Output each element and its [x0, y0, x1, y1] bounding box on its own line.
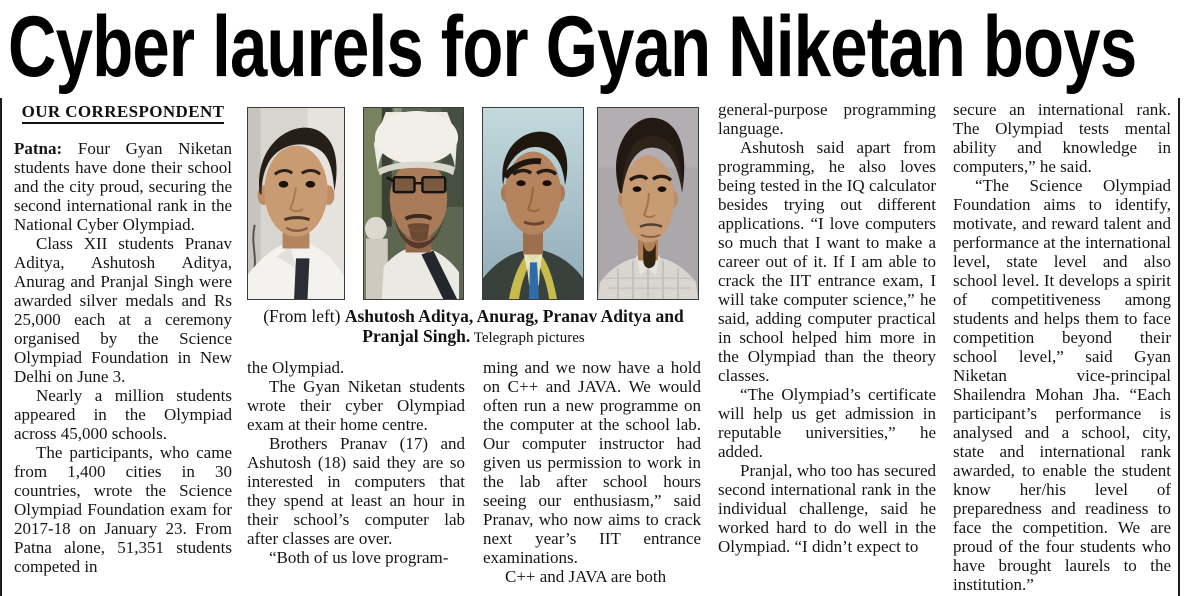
person-portrait-icon — [598, 108, 698, 299]
caption-credit: Telegraph pictures — [470, 329, 585, 346]
paragraph: The Gyan Niketan students wrote their cyber Olympiad exam at their home centre. — [247, 377, 465, 434]
portrait-photo-pranav-aditya — [482, 107, 584, 300]
paragraph: secure an international rank. The Olympiad tests mental ability and knowledge in computers,” he said. — [953, 100, 1171, 176]
byline-text: OUR CORRESPONDENT — [22, 102, 225, 124]
portrait-photo-ashutosh-aditya — [247, 107, 345, 300]
paragraph: The participants, who came from 1,400 cities in 30 countries, wrote the Science Olympiad Foundation exam for 2017-18 on January 23. From Patna alone, 51,351 students competed in — [14, 443, 232, 576]
paragraph: “Both of us love program- — [269, 548, 449, 567]
left-column-rule — [0, 98, 2, 596]
portrait-photo-pranjal-singh — [597, 107, 699, 300]
text-column-5 — [953, 100, 1171, 596]
paragraph: Class XII students Pranav Aditya, Ashutosh Aditya, Anurag and Pranjal Singh were awarded silver medals and Rs 25,000 each at a ceremony organised by the Science Olympiad Foundation in New Delhi on June 3. — [14, 234, 232, 386]
paragraph: general-purpose programming language. — [718, 100, 936, 138]
text-column-3 — [483, 358, 701, 596]
person-portrait-icon — [248, 108, 344, 299]
paragraph: Pranjal, who too has secured second international rank in the individual challenge, said he worked hard to do well in the Olympiad. “I didn’t expect to — [718, 461, 936, 556]
person-portrait-icon — [483, 108, 583, 299]
portrait-photo-anurag — [363, 107, 464, 300]
text-column-1 — [14, 139, 232, 596]
paragraph: C++ and JAVA are both — [505, 567, 667, 586]
paragraph: “The Science Olympiad Foundation aims to identify, motivate, and reward talent and performance at the international level, state level and also school level. It develops a spirit of competitiveness among students and helps them to face competition beyond their school level,” said Gyan Niketan vice-principal Shailendra Mohan Jha. “Each participant’s performance is analysed and a school, city, state and international rank awarded, to enable the student know her/his level of preparedness and readiness to face the competition. We are proud of the four students who have brought laurels to the institution.” — [953, 176, 1171, 594]
right-column-rule — [1178, 98, 1180, 596]
caption-names: Ashutosh Aditya, Anurag, Pranav Aditya and Pranjal Singh. — [344, 306, 684, 346]
paragraph: “The Olympiad’s certificate will help us get admission in reputable universities,” he added. — [718, 385, 936, 461]
photo-caption — [247, 307, 700, 348]
person-portrait-icon — [364, 108, 463, 299]
paragraph: Nearly a million students appeared in the Olympiad across 45,000 schools. — [14, 386, 232, 443]
article-headline: Cyber laurels for Gyan Niketan boys — [8, 0, 1137, 95]
caption-intro: (From left) — [263, 306, 345, 326]
text-column-4 — [718, 100, 936, 596]
headline-banner — [8, 0, 1184, 96]
paragraph: Ashutosh said apart from programming, he also loves being tested in the IQ calculator besides trying out different applications. “I love computers so much that I want to make a career out of it. If I am able to crack the IIT entrance exam, I will take computer science,” he said, adding computer practical in school helped him more in the Olympiad than the theory classes. — [718, 138, 936, 385]
paragraph: ming and we now have a hold on C++ and JAVA. We would often run a new programme on the computer at the school lab. Our computer instructor had given us permission to work in the lab after school hours seeing our enthusiasm,” said Pranav, who now aims to crack next year’s IIT entrance examinations. — [483, 358, 701, 567]
paragraph-text: Four Gyan Niketan students have done their school and the city proud, securing the second international rank in the National Cyber Olympiad. — [14, 139, 232, 234]
paragraph: Brothers Pranav (17) and Ashutosh (18) said they are so interested in computers that they spend at least an hour in their school’s computer lab after classes are over. — [247, 434, 465, 548]
dateline: Patna: — [14, 139, 63, 158]
paragraph: the Olympiad. — [247, 358, 345, 377]
text-column-2 — [247, 358, 465, 596]
paragraph — [14, 139, 232, 234]
byline — [14, 102, 232, 122]
